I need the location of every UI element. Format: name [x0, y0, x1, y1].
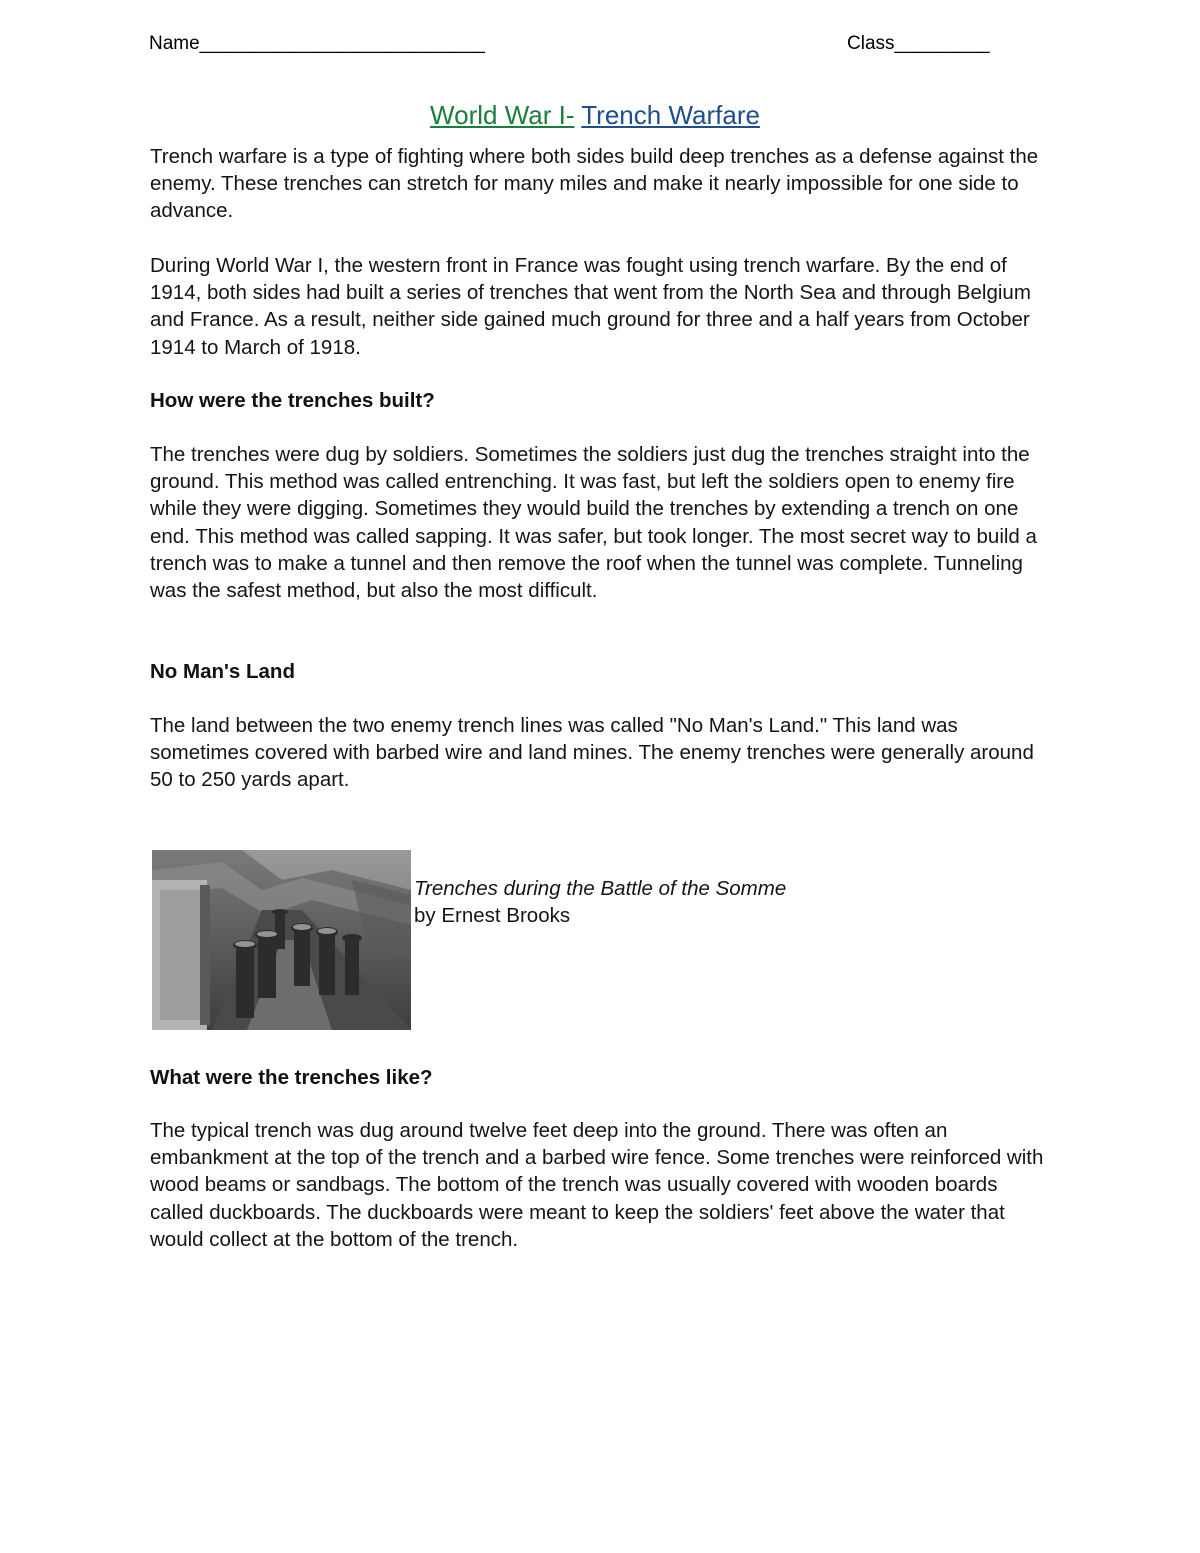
caption-title: Trenches during the Battle of the Somme: [414, 877, 787, 900]
name-field-label: Name___________________________: [149, 33, 485, 54]
intro-paragraph-2: During World War I, the western front in France was fought using trench warfare. By the end of 1914, both sides had built a series of trenches that went from the North Sea and through Belgium and France. As a result, neither side gained much ground for three and a half years from October 1914 to March of 1918.: [150, 254, 1031, 359]
title-part-world-war: World War I-: [430, 100, 575, 130]
trench-photo: [152, 850, 411, 1030]
heading-trenches-like: What were the trenches like?: [150, 1066, 433, 1089]
caption-credit: by Ernest Brooks: [414, 904, 571, 928]
worksheet-title: [0, 99, 1190, 131]
built-paragraph: The trenches were dug by soldiers. Sometimes the soldiers just dug the trenches straight into the ground. This method was called entrenching. It was fast, but left the soldiers open to enemy fire while they were digging. Sometimes they would build the trenches by extending a trench on one end. This method was called sapping. It was safer, but took longer. The most secret way to build a trench was to make a tunnel and then remove the roof when the tunnel was complete. Tunneling was the safest method, but also the most difficult.: [150, 443, 1037, 603]
trenches-like-paragraph: The typical trench was dug around twelve feet deep into the ground. There was often an embankment at the top of the trench and a barbed wire fence. Some trenches were reinforced with wood beams or sandbags. The bottom of the trench was usually covered with wooden boards called duckboards. The duckboards were meant to keep the soldiers' feet above the water that would collect at the bottom of the trench.: [150, 1119, 1044, 1251]
class-field-label: Class_________: [847, 33, 990, 54]
photo-caption: [414, 875, 786, 929]
heading-no-mans-land: No Man's Land: [150, 660, 295, 683]
intro-paragraph-1: Trench warfare is a type of fighting where both sides build deep trenches as a defense against the enemy. These trenches can stretch for many miles and make it nearly impossible for one side to advance.: [150, 145, 1039, 223]
title-part-trench-warfare: Trench Warfare: [581, 100, 760, 130]
no-mans-land-paragraph: The land between the two enemy trench lines was called "No Man's Land." This land was sometimes covered with barbed wire and land mines. The enemy trenches were generally around 50 to 250 yards apart.: [150, 714, 1034, 792]
heading-how-built: How were the trenches built?: [150, 389, 435, 412]
